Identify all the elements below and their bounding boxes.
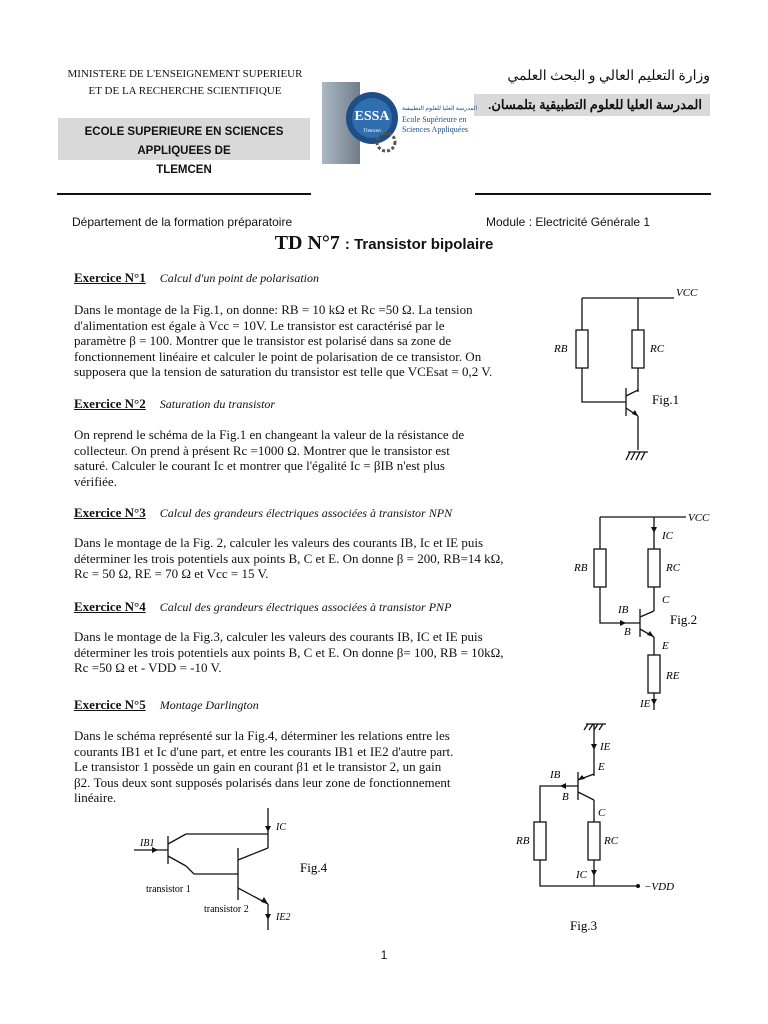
exercise-3-line: Dans le montage de la Fig. 2, calculer les valeurs des courants IB, Ic et IE puis xyxy=(74,535,484,550)
exercise-1-line: d'alimentation est égale à Vcc = 10V. Le transistor est caractérisé par le xyxy=(74,317,445,333)
logo-tlemcen-text: Tlemcen xyxy=(363,129,381,134)
exercise-2-line: On reprend le schéma de la Fig.1 en changeant la valeur de la résistance de xyxy=(74,427,465,442)
fig3-c: C xyxy=(598,807,606,819)
exercise-1-label: Exercice N°1 xyxy=(74,270,146,285)
fig4-transistor-1: transistor 1 xyxy=(146,884,191,895)
figure-3-circuit xyxy=(514,716,698,938)
exercise-2-line: collecteur. On prend à présent Rc =1000 Ω. Montrer que le transistor est xyxy=(74,442,450,458)
exercise-2-line: vérifiée. xyxy=(74,473,117,489)
exercise-5-text xyxy=(74,728,544,806)
figure-1-circuit xyxy=(548,280,718,495)
exercise-2-heading xyxy=(74,396,275,412)
exercise-1-line: supposera que la tension de saturation du transistor est telle que VCEsat = 0,2 V. xyxy=(74,364,493,379)
fig2-ie: IE xyxy=(640,698,651,710)
fig1-rc: RC xyxy=(650,343,665,355)
exercise-5-subtitle: Montage Darlington xyxy=(159,698,259,712)
fig3-ib: IB xyxy=(550,769,561,781)
exercise-3-text xyxy=(74,535,544,582)
fig4-ib1: IB1 xyxy=(140,838,155,849)
fig3-rb: RB xyxy=(516,835,530,847)
exercise-5-heading xyxy=(74,697,259,713)
exercise-2-label: Exercice N°2 xyxy=(74,396,146,411)
logo-fr-line-1: Ecole Supérieure en xyxy=(402,115,467,124)
td-title-number: TD N°7 xyxy=(274,232,345,254)
exercise-3-heading xyxy=(74,505,452,521)
td-title-subject: : Transistor bipolaire xyxy=(344,236,494,253)
header-rule-right xyxy=(475,193,711,195)
exercise-4-subtitle: Calcul des grandeurs électriques associées à transistor PNP xyxy=(159,600,452,614)
logo-arabic-text: المدرسة العليا للعلوم التطبيقية xyxy=(402,106,478,112)
figure-4-circuit xyxy=(128,808,348,936)
exercise-5-line: Le transistor 1 possède un gain en courant β1 et le transistor 2, un gain xyxy=(74,759,442,774)
exercise-1-line: Dans le montage de la Fig.1, on donne: RB = 10 kΩ et Rc =50 Ω. La tension xyxy=(74,302,473,317)
exercise-2-line: saturé. Calculer le courant Ic et montrer que l'égalité Ic = βIB n'est plus xyxy=(74,458,445,473)
td-title xyxy=(0,232,768,255)
exercise-1-line: fonctionnement linéaire et calculer le point de polarisation de ce transistor. On xyxy=(74,348,482,364)
fig2-c: C xyxy=(662,594,670,606)
school-line-2: TLEMCEN xyxy=(156,164,212,176)
fig2-re: RE xyxy=(666,670,680,682)
figure-2-circuit xyxy=(566,505,732,715)
fig2-e: E xyxy=(662,640,669,652)
header-rule-left xyxy=(57,193,311,195)
fig2-vcc: VCC xyxy=(688,512,710,524)
school-line-1: ECOLE SUPERIEURE EN SCIENCES APPLIQUEES DE xyxy=(84,126,284,157)
ministry-line-2: ET DE LA RECHERCHE SCIENTIFIQUE xyxy=(88,85,282,97)
exercise-1-text xyxy=(74,302,544,380)
exercise-5-line: linéaire. xyxy=(74,790,117,805)
fig4-ic: IC xyxy=(276,822,286,833)
fig2-b: B xyxy=(624,626,631,638)
fig2-rb: RB xyxy=(574,562,588,574)
exercise-3-label: Exercice N°3 xyxy=(74,505,146,520)
school-name-ar: المدرسة العليا للعلوم التطبيقية بتلمسان. xyxy=(474,94,710,116)
exercise-2-subtitle: Saturation du transistor xyxy=(159,397,276,411)
exercise-5-line: courants IB1 et Ic d'une part, et entre les courants IB1 et IE2 d'autre part. xyxy=(74,743,454,759)
fig3-ie: IE xyxy=(600,741,611,753)
exercise-4-line: Dans le montage de la Fig.3, calculer les valeurs des courants IB, IC et IE puis xyxy=(74,629,483,644)
exercise-1-heading xyxy=(74,270,319,286)
fig4-ie2: IE2 xyxy=(276,912,291,923)
exercise-3-line: déterminer les trois potentiels aux points B, C et E. On donne β = 200, RB=14 kΩ, xyxy=(74,550,504,566)
exercise-5-label: Exercice N°5 xyxy=(74,697,146,712)
fig2-label: Fig.2 xyxy=(670,612,698,627)
ministry-line-1: MINISTERE DE L'ENSEIGNEMENT SUPERIEUR xyxy=(67,68,303,80)
exercise-4-line: déterminer les trois potentiels aux points B, C et E. On donne β= 100, RB = 10kΩ, xyxy=(74,644,504,660)
exercise-2-text xyxy=(74,427,544,489)
logo-fr-line-2: Sciences Appliquées xyxy=(402,125,468,134)
fig1-label: Fig.1 xyxy=(652,392,680,407)
department-label: Département de la formation préparatoire xyxy=(72,215,293,229)
exercise-4-line: Rc =50 Ω et - VDD = -10 V. xyxy=(74,660,222,675)
fig3-b: B xyxy=(562,791,569,803)
fig4-transistor-2: transistor 2 xyxy=(204,904,249,915)
exercise-1-subtitle: Calcul d'un point de polarisation xyxy=(159,271,319,285)
fig2-ic: IC xyxy=(662,530,673,542)
fig3-label: Fig.3 xyxy=(570,918,598,933)
exercise-4-text xyxy=(74,629,544,676)
ministry-name-fr xyxy=(60,66,310,100)
fig3-ic: IC xyxy=(576,869,587,881)
fig4-label: Fig.4 xyxy=(300,860,328,875)
school-name-box xyxy=(58,118,310,176)
logo-essa-text: ESSA xyxy=(354,109,390,124)
fig3-e: E xyxy=(598,761,605,773)
exercise-5-line: β2. Tous deux sont supposés polarisés dans leur zone de fonctionnement xyxy=(74,774,451,790)
exercise-3-subtitle: Calcul des grandeurs électriques associées à transistor NPN xyxy=(159,506,453,520)
fig1-rb: RB xyxy=(554,343,568,355)
page-number: 1 xyxy=(380,948,388,962)
fig1-vcc: VCC xyxy=(676,287,698,299)
exercise-4-label: Exercice N°4 xyxy=(74,599,146,614)
essa-logo xyxy=(320,80,478,166)
exercise-3-line: Rc = 50 Ω, RE = 70 Ω et Vcc = 15 V. xyxy=(74,566,269,581)
exercise-4-heading xyxy=(74,599,451,615)
module-label: Module : Electricité Générale 1 xyxy=(486,215,651,229)
fig2-ib: IB xyxy=(618,604,629,616)
fig2-rc: RC xyxy=(666,562,681,574)
fig3-vdd: −VDD xyxy=(644,881,675,893)
ministry-name-ar: وزارة التعليم العالي و البحث العلمي xyxy=(507,69,710,84)
exercise-1-line: paramètre β = 100. Montrer que le transistor est polarisé dans sa zone de xyxy=(74,333,452,348)
exercise-5-line: Dans le schéma représenté sur la Fig.4, déterminer les relations entre les xyxy=(74,728,450,743)
fig3-rc: RC xyxy=(604,835,619,847)
